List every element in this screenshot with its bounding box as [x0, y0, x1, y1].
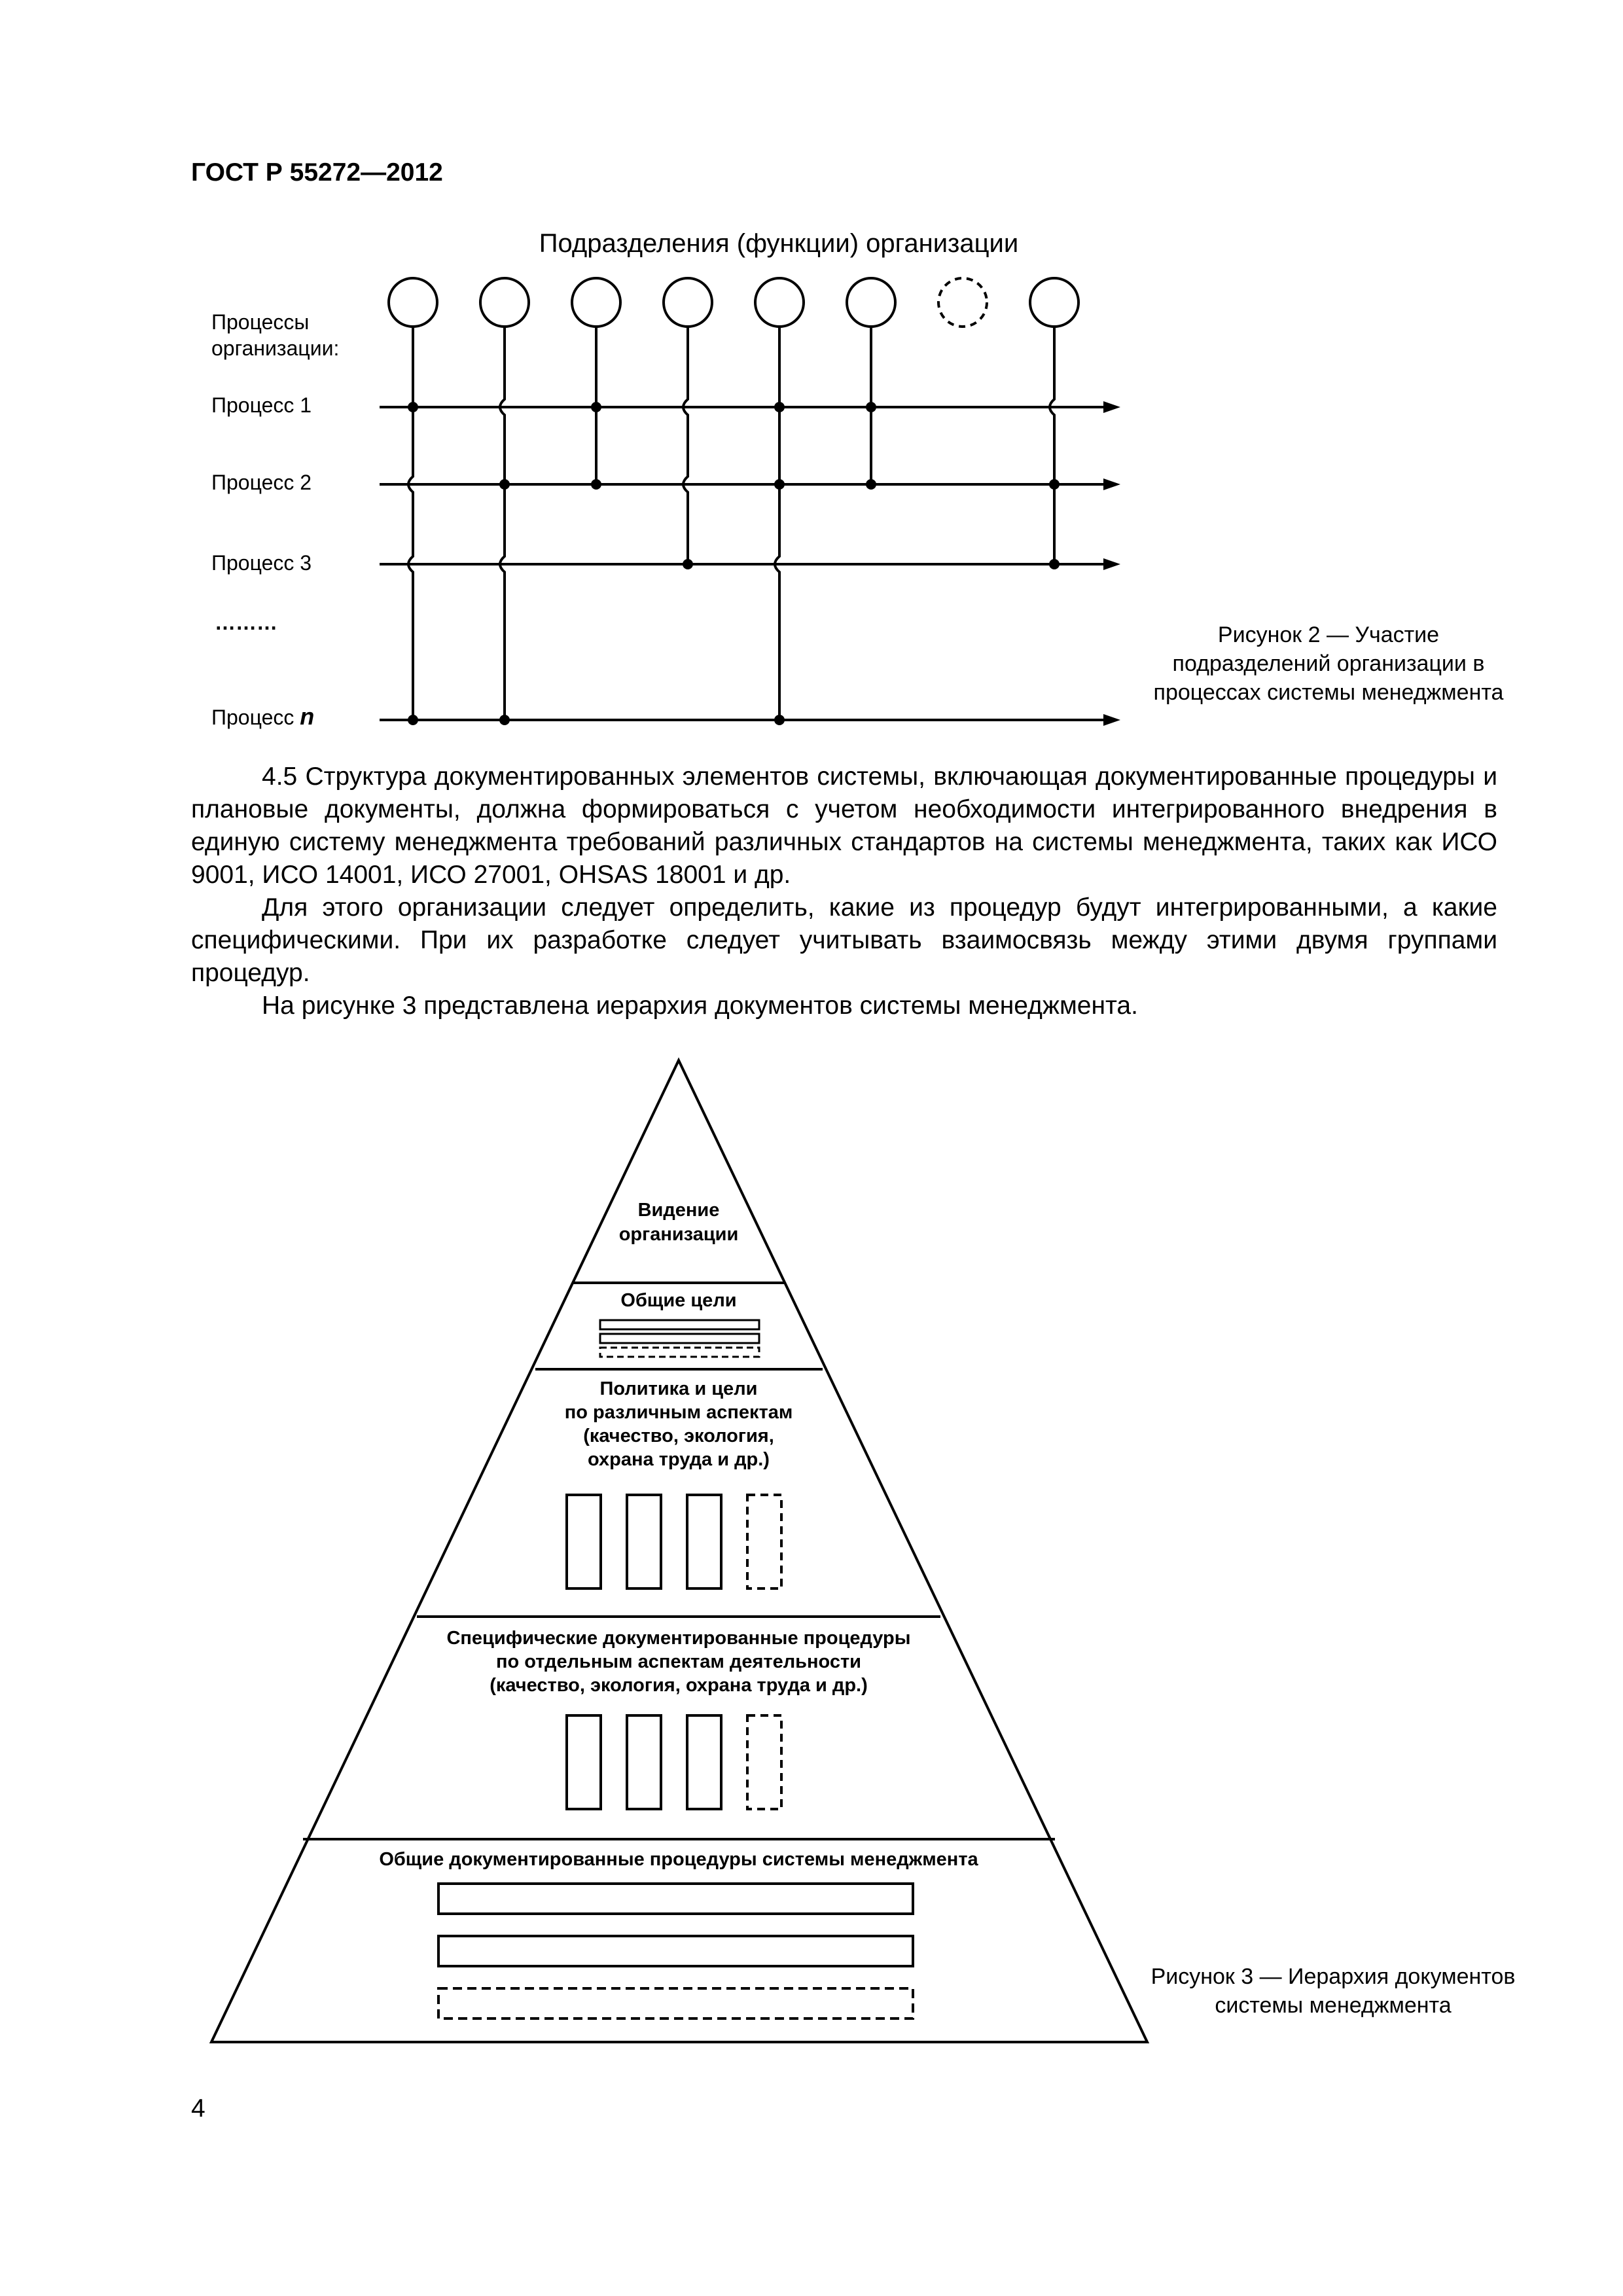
process-arrow-2	[1103, 478, 1120, 490]
participation-dot	[866, 402, 876, 412]
participation-dot	[866, 479, 876, 490]
level-3-text-line2: по различным аспектам	[564, 1402, 793, 1423]
level-4-text-line2: по отдельным аспектам деятельности	[496, 1651, 861, 1672]
paragraph-figure-3-intro: На рисунке 3 представлена иерархия документов системы менеджмента.	[262, 992, 1138, 1020]
department-link-line	[500, 327, 505, 720]
department-circle	[847, 278, 895, 327]
department-circle	[572, 278, 620, 327]
department-circle	[1030, 278, 1079, 327]
participation-dot	[408, 402, 418, 412]
process-n-label: Процесс n	[211, 703, 315, 730]
participation-dot	[774, 715, 785, 725]
process-arrow-3	[1103, 558, 1120, 570]
department-link-line	[775, 327, 779, 720]
participation-dot	[591, 402, 601, 412]
department-circle	[389, 278, 437, 327]
figure-2-title: Подразделения (функции) организации	[539, 229, 1019, 258]
level-4-text-line1: Специфические документированные процедуры	[446, 1628, 911, 1649]
process-arrow-4	[1103, 714, 1120, 726]
participation-dot	[1049, 559, 1060, 569]
participation-dot	[774, 479, 785, 490]
level-3-text-line3: (качество, экология,	[583, 1426, 774, 1446]
level-2-text: Общие цели	[620, 1290, 737, 1311]
participation-dot	[1049, 479, 1060, 490]
department-link-line	[683, 327, 688, 564]
department-circle	[755, 278, 804, 327]
paragraph-4-5: 4.5 Структура документированных элементов системы, включающая документированные процедуры и плановые документы, должна формироваться с учетом необходимости интегрированного внедрения в единую систему менеджмента требований различных стандартов на системы менеджмента, таких как ИСО 9001, ИСО 14001, ИСО 27001, OHSAS 18001 и др.	[191, 762, 1497, 889]
process-ellipsis: ………	[215, 611, 277, 634]
department-link-line	[1050, 327, 1054, 564]
level-1-text-line2: организации	[618, 1224, 739, 1245]
department-circle	[664, 278, 712, 327]
process-arrow-1	[1103, 401, 1120, 413]
figure-3-pyramid	[0, 1021, 1623, 2068]
figure-2-caption: Рисунок 2 — Участие подразделений организации в процессах системы менеджмента	[1153, 622, 1504, 705]
level-1-text-line1: Видение	[637, 1200, 720, 1221]
level-4-text-line3: (качество, экология, охрана труда и др.)	[490, 1675, 868, 1696]
participation-dot	[499, 715, 510, 725]
level-3-text-line4: охрана труда и др.)	[588, 1449, 770, 1470]
processes-label-line2: организации:	[211, 336, 340, 360]
process-1-label: Процесс 1	[211, 393, 312, 417]
participation-dot	[591, 479, 601, 490]
department-link-line	[408, 327, 413, 720]
level-3-text-line1: Политика и цели	[599, 1378, 758, 1399]
page-number: 4	[191, 2094, 205, 2123]
participation-dot	[683, 559, 693, 569]
department-circle	[480, 278, 529, 327]
processes-label-line1: Процессы	[211, 310, 310, 334]
paragraph-integration: Для этого организации следует определить, какие из процедур будут интегрированными, а какие специфическими. При их разработке следует учитывать взаимосвязь между этими двумя группами процедур.	[191, 893, 1497, 987]
process-3-label: Процесс 3	[211, 551, 312, 575]
process-2-label: Процесс 2	[211, 471, 312, 494]
standard-header: ГОСТ Р 55272—2012	[191, 158, 443, 187]
level-5-text: Общие документированные процедуры системы менеджмента	[379, 1849, 978, 1870]
participation-dot	[774, 402, 785, 412]
participation-dot	[408, 715, 418, 725]
department-circle-dashed	[938, 278, 987, 327]
participation-dot	[499, 479, 510, 490]
figure-3-caption: Рисунок 3 — Иерархия документов системы менеджмента	[1150, 1964, 1516, 2018]
